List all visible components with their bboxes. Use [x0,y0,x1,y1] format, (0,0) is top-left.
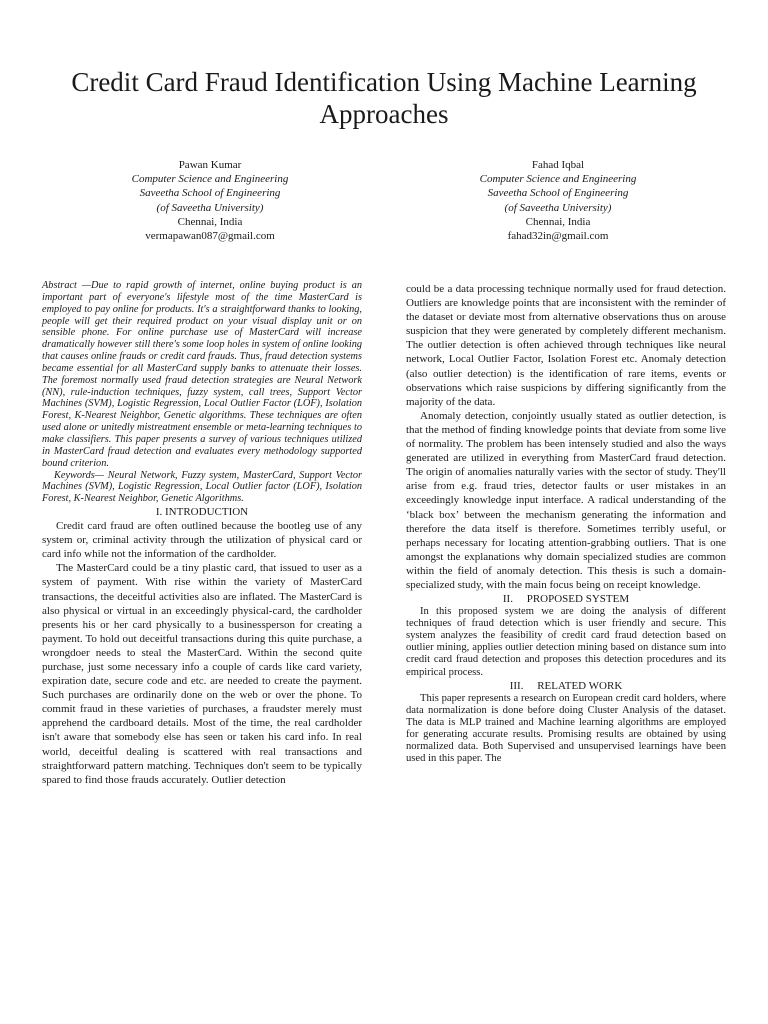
paper-title: Credit Card Fraud Identification Using Machine Learning Approaches [71,67,697,129]
author-university: (of Saveetha University) [156,201,264,214]
author-university: (of Saveetha University) [504,201,612,214]
author-city: Chennai, India [525,215,591,228]
author-name: Fahad Iqbal [531,159,585,171]
author-department: Computer Science and Engineering [479,173,637,186]
author-department: Computer Science and Engineering [131,173,289,186]
left-column [42,280,362,787]
right-column [406,282,726,765]
author-name: Pawan Kumar [178,159,242,171]
section-heading-introduction: I. INTRODUCTION [155,506,249,519]
intro-paragraph-1: Credit card fraud are often outlined because the bootleg use of any system or, criminal activity through the utilization of physical card or card info while not the information of the cardholder. [42,520,362,561]
author-1 [60,158,360,243]
author-city: Chennai, India [177,215,243,228]
author-email: fahad32in@gmail.com [507,230,609,243]
outlier-paragraph: could be a data processing technique normally used for fraud detection. Outliers are knowledge points that are inconsistent with the reminder of the dataset or deviate most from alternative observations thus on arouse suspicion that they were generated by completely different mechanism. The outlier detection is often achieved through techniques like neural network, Local Outlier Factor, Isolation Forest etc. Anomaly detection (also outlier detection) is the identification of rare items, events or observations which raise suspicions by differing significantly from the majority of the data. [406,283,726,408]
intro-paragraph-2: The MasterCard could be a tiny plastic card, that issued to user as a system of payment. With rise within the variety of MasterCard transactions, the deceitful activities also are inflated. The MasterCard is also physical or virtual in an exceedingly physical-card, the cardholder presents his or her card physically to a businessperson for creating a payment. To hold out deceitful transactions during this quite purchase, a wrongdoer needs to steal the MasterCard. Within the second quite purchase, just some necessary info a couple of cards like card variety, expiration date, secure code and etc. are needed to create the payment. Such purchases are ordinarily done on the web or over the phone. To commit fraud in these varieties of purchases, a fraudster merely must apprehend the cardboard details. Most of the time, the real cardholder isn't aware that somebody else has seen or taken his card info. In real world, deceitful dealing is scattered with real transactions and straightforward pattern matching. Techniques don't seem to be typically spared to find those frauds accurately. Outlier detection [42,562,362,786]
proposed-system-paragraph: In this proposed system we are doing the analysis of different techniques of fraud detection which is user friendly and secure. This system analyzes the feasibility of credit card fraud detection based on outlier mining, applies outlier detection mining based on distance sum into credit card fraud detection and proposes this detection procedures and its empirical process. [406,606,726,678]
keywords: Keywords— Neural Network, Fuzzy system, MasterCard, Support Vector Machines (SVM), Logistic Regression, Local Outlier factor (LOF), Isolation Forest, K-Nearest Neighbor, Genetic Algorithms. [42,469,362,505]
author-school: Saveetha School of Engineering [139,187,281,200]
author-school: Saveetha School of Engineering [487,187,629,200]
abstract: Abstract —Due to rapid growth of internet, online buying product is an important part of everyone's lifestyle most of the time MasterCard is employed to pay online for products. It's a straightforward thanks to looking, people will get their required product on your visual display unit or on sensible phone. For online purchase use of MasterCard will increase dramatically however still there's some loop holes in system of online looking that causes online frauds or credit card frauds. Thus, fraud detection systems became essential for all MasterCard supply banks to attenuate their losses. The foremost normally used fraud detection strategies are Neural Network (NN), rule-induction techniques, fuzzy system, call trees, Support Vector Machines (SVM), Logistic Regression, Local Outlier Factor (LOF), Isolation Forest, K-Nearest Neighbor, Genetic algorithms. These techniques are often used alone or unitedly mistreatment ensemble or meta-learning techniques to make classifiers. This paper presents a survey of various techniques utilized in MasterCard fraud detection and evaluates every methodology supported bound criterion. [42,280,362,469]
related-work-paragraph: This paper represents a research on European credit card holders, where data normalization is done before doing Cluster Analysis of the dataset. The data is MLP trained and Machine learning algorithms are employed for generating accurate results. Promising results are obtained by using normalized data. Both Supervised and unsupervised learnings have been used in this paper. The [406,692,726,765]
author-email: vermapawan087@gmail.com [145,230,275,243]
section-heading-proposed-system: II. PROPOSED SYSTEM [502,593,630,606]
section-heading-related-work: III. RELATED WORK [509,679,623,692]
anomaly-paragraph: Anomaly detection, conjointly usually stated as outlier detection, is that the method of finding knowledge points that deviate from some live of normality. The problem has been intensely studied and also the ways generated are utilized in everything from MasterCard fraud detection. The origin of anomalies naturally varies with the sector of study. They'll arise from e.g. fraud tries, detector faults or user mistakes in an exceedingly knowledge input interface. A radical understanding of the ‘black box’ between the mechanism generating the information and therefore the data itself is therefore. Sometimes terribly useful, or perhaps necessary for locating attention-grabbing outliers. That is one amongst the explanations why domain specialized studies are common within the field of anomaly detection. This thesis is such a domain-specialized study, with the main focus being on receipt knowledge. [406,409,726,591]
author-2 [408,158,708,243]
